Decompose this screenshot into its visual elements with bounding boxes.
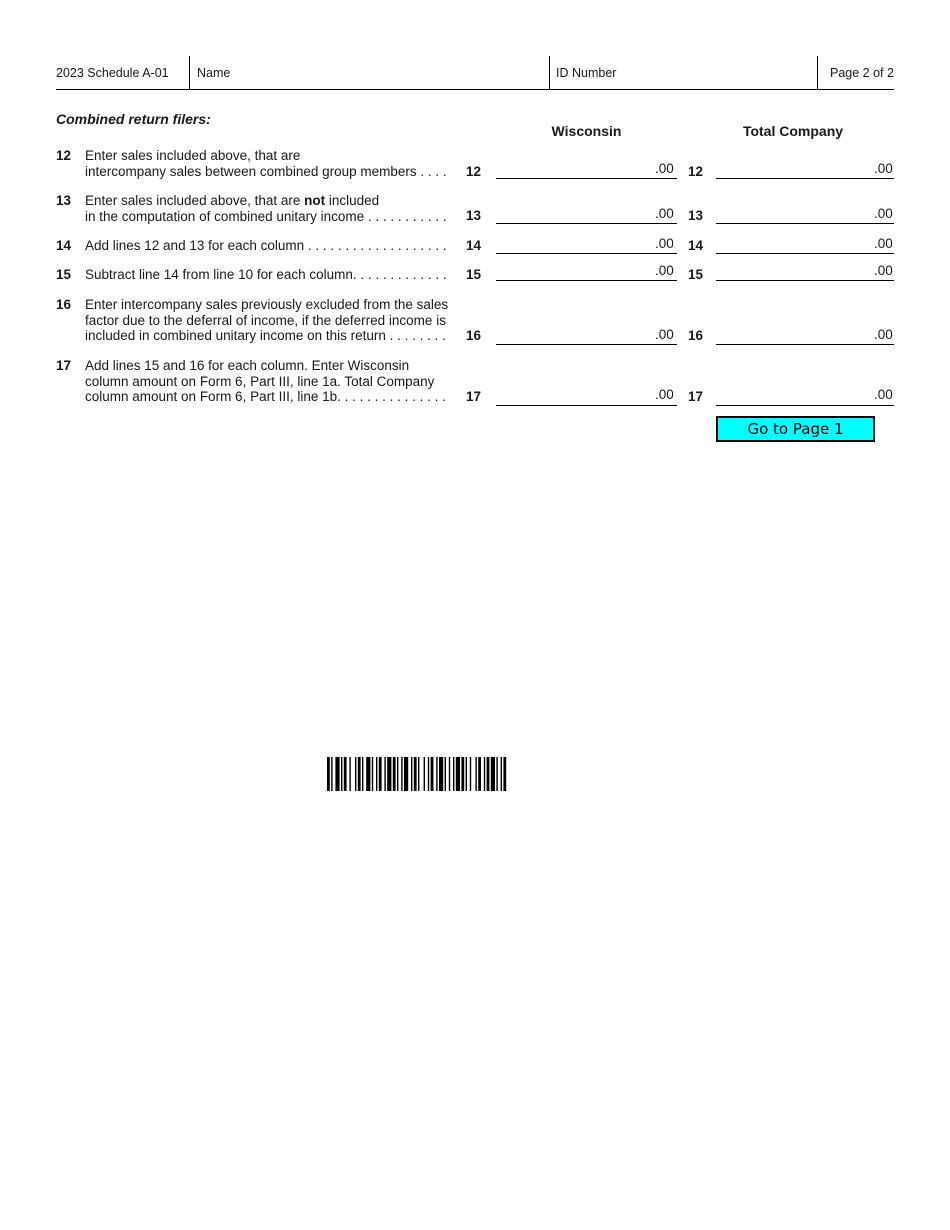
cents-label: .00 bbox=[874, 327, 893, 342]
line-ref-number: 12 bbox=[466, 164, 482, 179]
name-label: Name bbox=[197, 66, 231, 80]
line-17-wisconsin-input[interactable] bbox=[496, 385, 677, 406]
header-divider bbox=[189, 56, 190, 90]
header-divider bbox=[817, 56, 818, 90]
cents-label: .00 bbox=[874, 161, 893, 176]
id-number-label: ID Number bbox=[556, 66, 617, 80]
cents-label: .00 bbox=[655, 263, 674, 278]
line-15-wisconsin-input[interactable] bbox=[496, 260, 677, 281]
section-title: Combined return filers: bbox=[56, 111, 211, 127]
line-16-description: Enter intercompany sales previously excluded from the sales factor due to the deferral of income, if the deferred income is included in combined unitary income on this return . . . . . . . . bbox=[85, 297, 449, 344]
form-title: 2023 Schedule A-01 bbox=[56, 66, 169, 80]
line-14-total-input[interactable] bbox=[716, 233, 894, 254]
line-number: 16 bbox=[56, 297, 72, 312]
header-rule bbox=[56, 89, 894, 90]
go-to-page-1-button[interactable]: Go to Page 1 bbox=[716, 416, 875, 442]
column-header-wisconsin: Wisconsin bbox=[551, 123, 622, 139]
cents-label: .00 bbox=[655, 327, 674, 342]
line-ref-number: 15 bbox=[688, 267, 704, 282]
line-ref-number: 14 bbox=[466, 238, 482, 253]
cents-label: .00 bbox=[655, 387, 674, 402]
line-ref-number: 17 bbox=[466, 389, 482, 404]
line-13-description: Enter sales included above, that are not included in the computation of combined unitary income . . . . . . . . . . . bbox=[85, 193, 447, 224]
cents-label: .00 bbox=[655, 206, 674, 221]
line-14-description: Add lines 12 and 13 for each column . . . . . . . . . . . . . . . . . . . bbox=[85, 238, 447, 253]
line-15-description: Subtract line 14 from line 10 for each column. . . . . . . . . . . . . bbox=[85, 267, 447, 282]
line-12-wisconsin-input[interactable] bbox=[496, 158, 677, 179]
line-13-wisconsin-input[interactable] bbox=[496, 203, 677, 224]
cents-label: .00 bbox=[655, 161, 674, 176]
cents-label: .00 bbox=[874, 236, 893, 251]
column-header-total-company: Total Company bbox=[742, 123, 844, 139]
cents-label: .00 bbox=[655, 236, 674, 251]
line-ref-number: 17 bbox=[688, 389, 704, 404]
header-divider bbox=[549, 56, 550, 90]
page-indicator: Page 2 of 2 bbox=[830, 66, 894, 80]
line-15-total-input[interactable] bbox=[716, 260, 894, 281]
barcode-icon bbox=[327, 757, 624, 791]
cents-label: .00 bbox=[874, 206, 893, 221]
line-ref-number: 16 bbox=[466, 328, 482, 343]
cents-label: .00 bbox=[874, 387, 893, 402]
line-ref-number: 15 bbox=[466, 267, 482, 282]
line-number: 12 bbox=[56, 148, 72, 163]
line-13-total-input[interactable] bbox=[716, 203, 894, 224]
line-number: 13 bbox=[56, 193, 72, 208]
line-16-wisconsin-input[interactable] bbox=[496, 324, 677, 345]
cents-label: .00 bbox=[874, 263, 893, 278]
line-ref-number: 13 bbox=[688, 208, 704, 223]
line-17-total-input[interactable] bbox=[716, 385, 894, 406]
line-number: 15 bbox=[56, 267, 72, 282]
line-number: 17 bbox=[56, 358, 72, 373]
line-12-description: Enter sales included above, that are intercompany sales between combined group members . . . . bbox=[85, 148, 447, 179]
line-ref-number: 13 bbox=[466, 208, 482, 223]
line-ref-number: 14 bbox=[688, 238, 704, 253]
line-ref-number: 12 bbox=[688, 164, 704, 179]
line-16-total-input[interactable] bbox=[716, 324, 894, 345]
line-17-description: Add lines 15 and 16 for each column. Enter Wisconsin column amount on Form 6, Part III, line 1a. Total Company column amount on Form 6, Part III, line 1b. . . . . . . . . . . . . . . bbox=[85, 358, 446, 405]
line-12-total-input[interactable] bbox=[716, 158, 894, 179]
line-number: 14 bbox=[56, 238, 72, 253]
line-ref-number: 16 bbox=[688, 328, 704, 343]
line-14-wisconsin-input[interactable] bbox=[496, 233, 677, 254]
